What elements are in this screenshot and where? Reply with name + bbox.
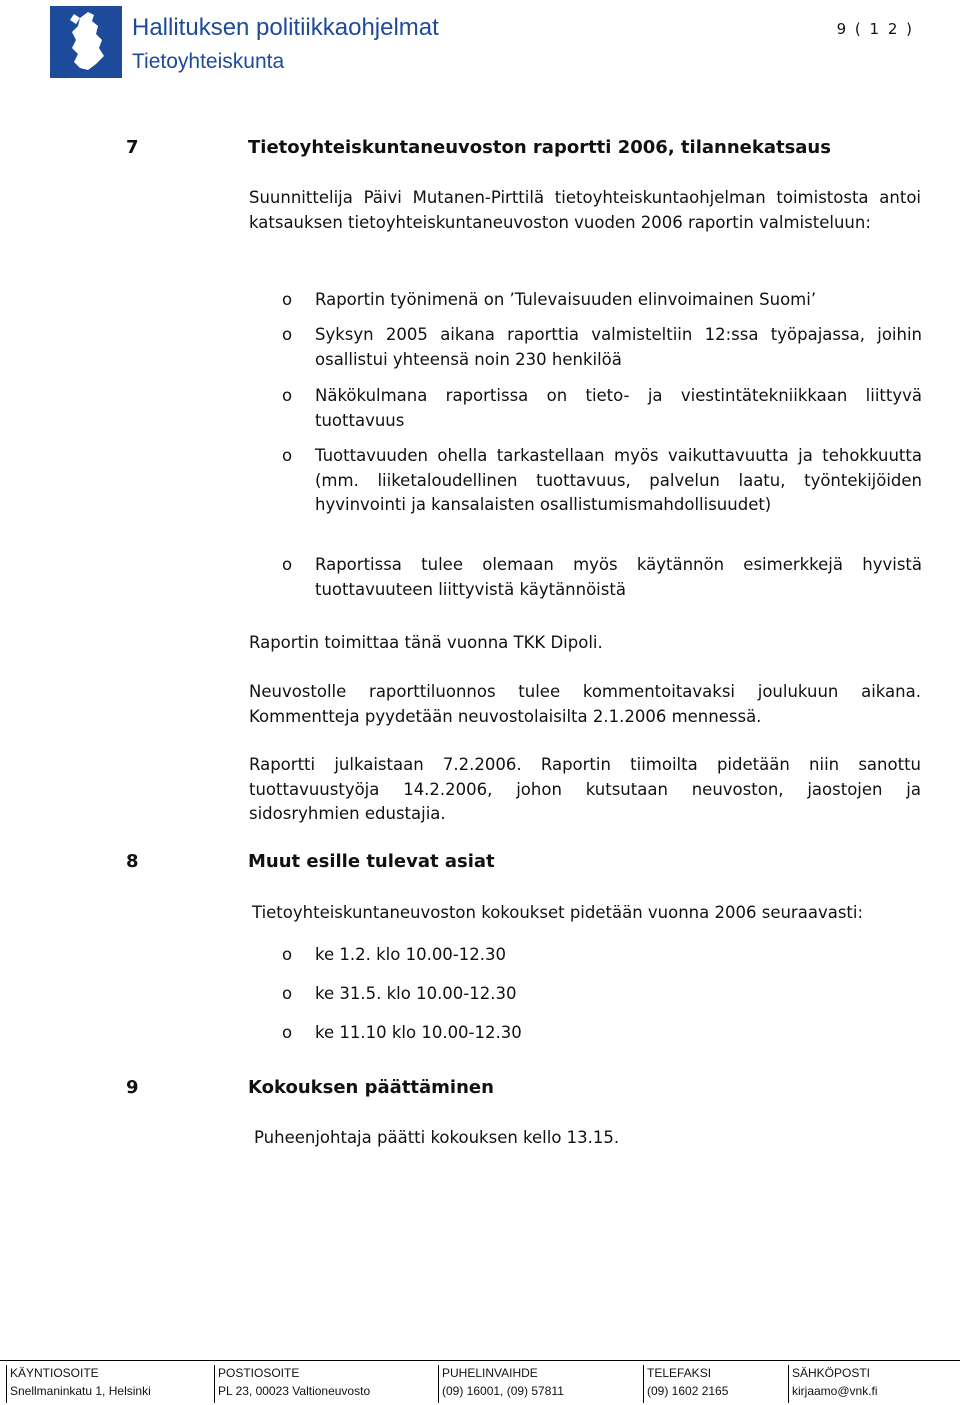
section-7-intro: Suunnittelija Päivi Mutanen-Pirttilä tietoyhteiskuntaohjelman toimistosta antoi katsauksen tietoyhteiskuntaneuvoston vuoden 2006 raportin valmisteluun:	[249, 188, 921, 232]
footer-label: SÄHKÖPOSTI	[792, 1366, 871, 1380]
bullet-marker: o	[282, 945, 293, 964]
footer-value: Snellmaninkatu 1, Helsinki	[10, 1384, 151, 1398]
list-item-text: Raportin työnimenä on ’Tulevaisuuden elinvoimainen Suomi’	[315, 290, 817, 309]
page-footer	[0, 1360, 960, 1405]
meeting-date: ke 1.2. klo 10.00-12.30	[315, 945, 506, 964]
section-7-heading	[126, 137, 831, 158]
section-7-para-2: Neuvostolle raporttiluonnos tulee kommentoitavaksi joulukuun aikana. Kommentteja pyydetään neuvostolaisilta 2.1.2006 mennessä.	[249, 682, 921, 726]
meeting-date: ke 11.10 klo 10.00-12.30	[315, 1023, 522, 1042]
org-subtitle: Tietoyhteiskunta	[132, 50, 285, 73]
bullet-marker: o	[282, 290, 293, 309]
bullet-marker: o	[282, 325, 293, 344]
list-item	[282, 288, 922, 313]
section-9-text: Puheenjohtaja päätti kokouksen kello 13.15.	[254, 1128, 620, 1147]
footer-label: PUHELINVAIHDE	[442, 1366, 538, 1380]
footer-email	[788, 1365, 952, 1403]
bullet-marker: o	[282, 446, 293, 465]
bullet-marker: o	[282, 984, 293, 1003]
bullet-marker: o	[282, 555, 293, 574]
finland-map-logo-icon	[50, 6, 122, 78]
bullet-marker: o	[282, 386, 293, 405]
footer-label: POSTIOSOITE	[218, 1366, 300, 1380]
list-item	[282, 444, 922, 518]
list-item-text: Syksyn 2005 aikana raporttia valmisteltiin 12:ssa työpajassa, joihin osallistui yhteensä noin 230 henkilöä	[315, 325, 922, 369]
footer-value: (09) 1602 2165	[647, 1384, 729, 1398]
list-item	[282, 982, 922, 1007]
section-title: Kokouksen päättäminen	[248, 1077, 494, 1098]
footer-postal-address	[214, 1365, 433, 1403]
footer-label: TELEFAKSI	[647, 1366, 712, 1380]
section-title: Tietoyhteiskuntaneuvoston raportti 2006, tilannekatsaus	[248, 137, 831, 158]
org-title: Hallituksen politiikkaohjelmat	[132, 14, 439, 41]
footer-value: PL 23, 00023 Valtioneuvosto	[218, 1384, 371, 1398]
footer-value: (09) 16001, (09) 57811	[442, 1384, 564, 1398]
header-logo	[50, 6, 439, 78]
footer-label: KÄYNTIOSOITE	[10, 1366, 99, 1380]
section-9-heading	[126, 1077, 494, 1098]
footer-switchboard	[438, 1365, 627, 1403]
section-8-heading	[126, 851, 495, 872]
list-item	[282, 384, 922, 433]
section-7-para-3: Raportti julkaistaan 7.2.2006. Raportin tiimoilta pidetään niin sanottu tuottavuustyöja 14.2.2006, johon kutsutaan neuvoston, jaostojen ja sidosryhmien edustajia.	[249, 755, 921, 823]
list-item	[282, 323, 922, 372]
section-title: Muut esille tulevat asiat	[248, 851, 495, 872]
list-item	[282, 1021, 922, 1046]
section-number: 9	[126, 1077, 139, 1098]
section-8-intro: Tietoyhteiskuntaneuvoston kokoukset pidetään vuonna 2006 seuraavasti:	[252, 903, 864, 922]
footer-divider	[0, 1360, 960, 1361]
section-number: 7	[126, 137, 139, 158]
footer-fax	[643, 1365, 777, 1403]
section-7-para-1: Raportin toimittaa tänä vuonna TKK Dipoli.	[249, 633, 603, 652]
footer-visit-address	[6, 1365, 210, 1403]
list-item-text: Raportissa tulee olemaan myös käytännön esimerkkejä hyvistä tuottavuuteen liittyvistä käytännöistä	[315, 555, 922, 599]
bullet-marker: o	[282, 1023, 293, 1042]
list-item	[282, 943, 922, 968]
footer-value: kirjaamo@vnk.fi	[792, 1384, 878, 1398]
meeting-date: ke 31.5. klo 10.00-12.30	[315, 984, 517, 1003]
section-number: 8	[126, 851, 139, 872]
list-item-text: Näkökulmana raportissa on tieto- ja viestintätekniikkaan liittyvä tuottavuus	[315, 386, 922, 430]
page-number: 9 ( 1 2 )	[836, 20, 914, 38]
list-item	[282, 553, 922, 602]
list-item-text: Tuottavuuden ohella tarkastellaan myös vaikuttavuutta ja tehokkuutta (mm. liiketaloudellinen tuottavuus, palvelun laatu, työntekijöiden hyvinvointi ja kansalaisten osallistumismahdollisuudet)	[315, 446, 922, 514]
